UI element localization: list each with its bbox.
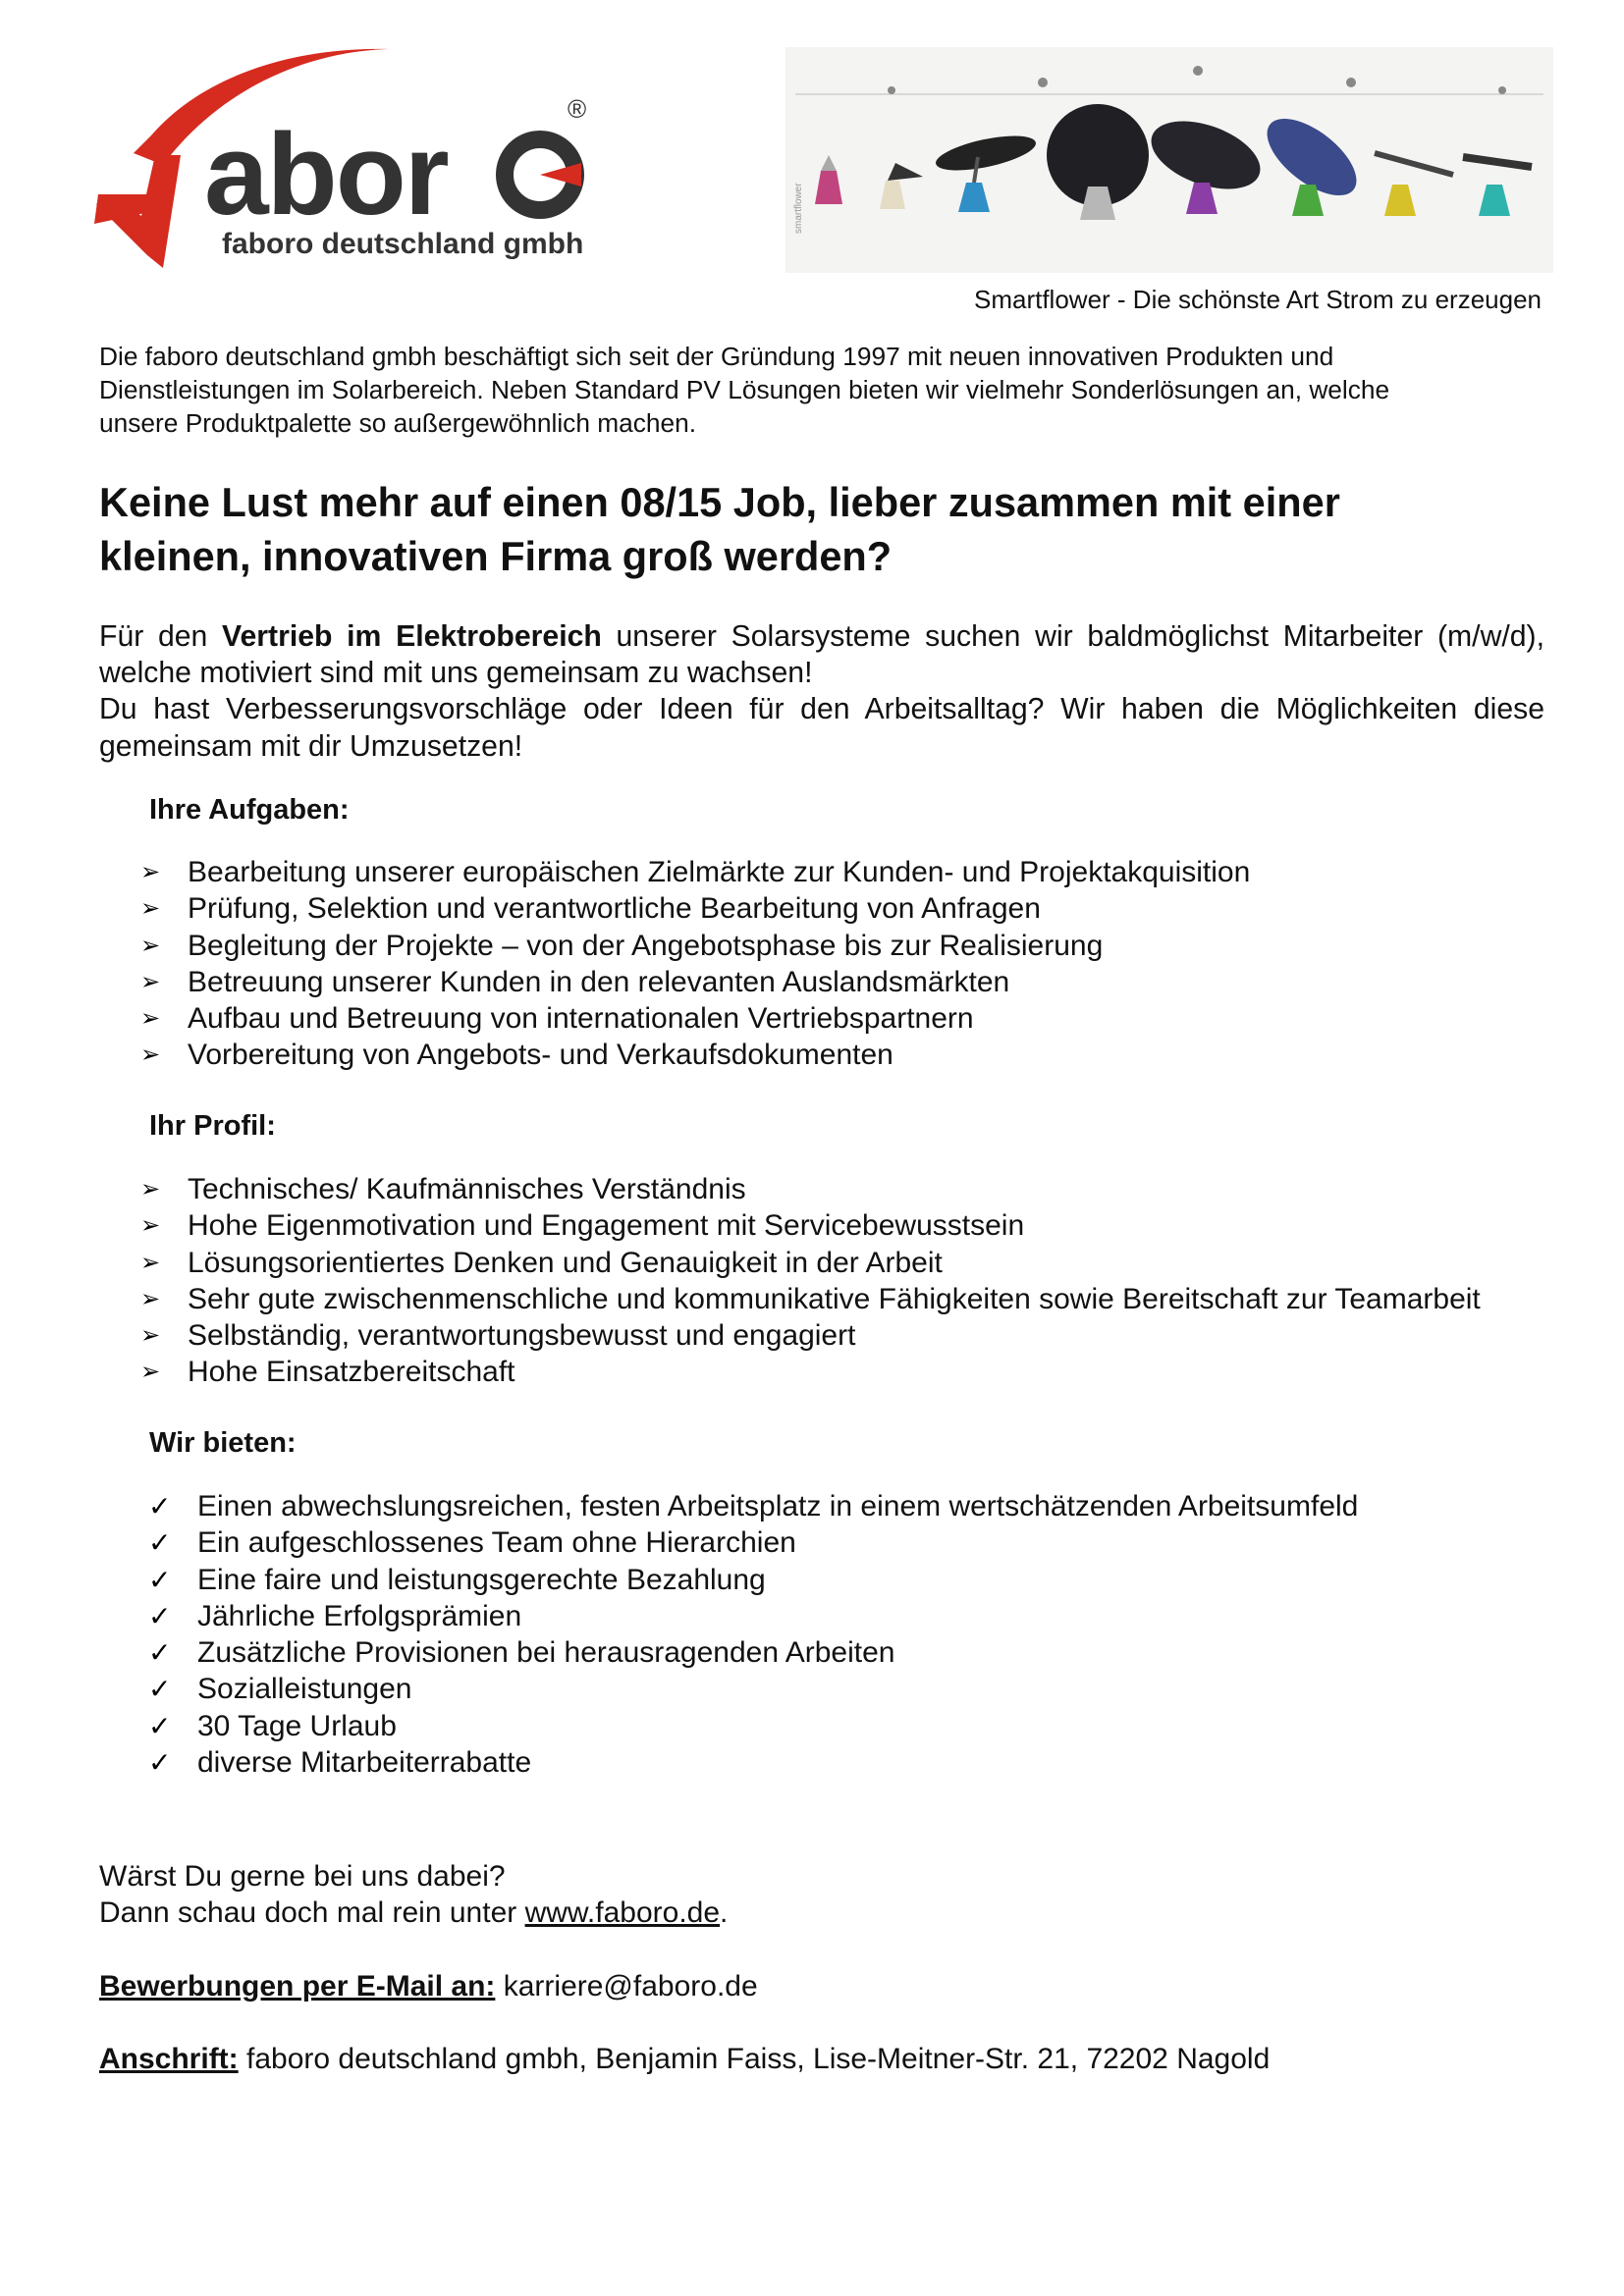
offer-role: Vertrieb im Elektrobereich xyxy=(222,620,602,653)
list-item: ✓ Einen abwechslungsreichen, festen Arbeitsplatz in einem wertschätzenden Arbeitsumfeld xyxy=(99,1488,1358,1524)
list-item: ➢ Lösungsorientiertes Denken und Genauigkeit in der Arbeit xyxy=(99,1245,1481,1281)
arrow-bullet-icon: ➢ xyxy=(140,859,161,885)
list-item: ➢ Begleitung der Projekte – von der Angebotsphase bis zur Realisierung xyxy=(99,928,1250,964)
arrow-bullet-icon: ➢ xyxy=(140,932,161,959)
headline-line: Keine Lust mehr auf einen 08/15 Job, lieber zusammen mit einer xyxy=(99,479,1340,525)
profile-heading: Ihr Profil: xyxy=(149,1110,276,1142)
apply-email[interactable]: karriere@faboro.de xyxy=(503,1970,758,2002)
arrow-bullet-icon: ➢ xyxy=(140,1249,161,1276)
list-item: ➢ Bearbeitung unserer europäischen Zielmärkte zur Kunden- und Projektakquisition xyxy=(99,854,1250,890)
checkmark-icon: ✓ xyxy=(148,1600,172,1631)
checkmark-icon: ✓ xyxy=(148,1491,172,1522)
job-headline xyxy=(99,475,1572,583)
list-item: ➢ Sehr gute zwischenmenschliche und kommunikative Fähigkeiten sowie Bereitschaft zur Teamarbeit xyxy=(99,1281,1481,1317)
list-item: ➢ Selbständig, verantwortungsbewusst und engagiert xyxy=(99,1317,1481,1354)
list-item: ✓ Eine faire und leistungsgerechte Bezahlung xyxy=(99,1562,1358,1598)
logo-o-red xyxy=(540,163,581,187)
checkmark-icon: ✓ xyxy=(148,1564,172,1595)
brand-subtitle: faboro deutschland gmbh xyxy=(222,228,584,260)
arrow-bullet-icon: ➢ xyxy=(140,1212,161,1240)
offer-line-3: Du hast Verbesserungsvorschläge oder Ideen für den Arbeitsalltag? Wir haben die Möglichkeiten diese xyxy=(99,693,1544,725)
arrow-bullet-icon: ➢ xyxy=(140,895,161,923)
arrow-bullet-icon: ➢ xyxy=(140,1005,161,1033)
logo-wordmark: abor xyxy=(204,110,448,240)
list-item: ➢ Vorbereitung von Angebots- und Verkaufsdokumenten xyxy=(99,1037,1250,1073)
arrow-bullet-icon: ➢ xyxy=(140,1285,161,1312)
arrow-bullet-icon: ➢ xyxy=(140,1359,161,1386)
company-intro xyxy=(99,340,1552,440)
checkmark-icon: ✓ xyxy=(148,1674,172,1705)
arrow-bullet-icon: ➢ xyxy=(140,1041,161,1069)
headline-line: kleinen, innovativen Firma groß werden? xyxy=(99,533,893,579)
arrow-bullet-icon: ➢ xyxy=(140,1176,161,1202)
list-item: ➢ Betreuung unserer Kunden in den relevanten Auslandsmärkten xyxy=(99,964,1250,1000)
list-item: ✓ 30 Tage Urlaub xyxy=(99,1708,1358,1744)
smartflower-product-image xyxy=(785,47,1553,273)
apply-label: Bewerbungen per E-Mail an: xyxy=(99,1970,496,2002)
apply-line xyxy=(99,1970,758,2003)
list-item: ➢ Aufbau und Betreuung von internationalen Vertriebspartnern xyxy=(99,1000,1250,1037)
checkmark-icon: ✓ xyxy=(148,1527,172,1559)
list-item: ✓ Sozialleistungen xyxy=(99,1671,1358,1707)
svg-text:smartflower: smartflower xyxy=(793,183,804,234)
benefits-heading: Wir bieten: xyxy=(149,1427,297,1459)
address-line xyxy=(99,2043,1270,2076)
offer-line-1: Für den Vertrieb im Elektrobereich unserer Solarsysteme suchen wir baldmöglichst Mitarbeiter (m/w/d), xyxy=(99,620,1544,653)
registered-mark: ® xyxy=(568,94,587,124)
tasks-list xyxy=(99,854,1250,1074)
checkmark-icon: ✓ xyxy=(148,1747,172,1779)
offer-line-2: welche motiviert sind mit uns gemeinsam zu wachsen! xyxy=(99,657,813,689)
list-item: ➢ Prüfung, Selektion und verantwortliche Bearbeitung von Anfragen xyxy=(99,890,1250,927)
checkmark-icon: ✓ xyxy=(148,1710,172,1741)
closing-visit: Dann schau doch mal rein unter www.faboro.de. xyxy=(99,1896,729,1929)
list-item: ➢ Hohe Eigenmotivation und Engagement mit Servicebewusstsein xyxy=(99,1207,1481,1244)
benefits-list xyxy=(99,1488,1358,1781)
address-value: faboro deutschland gmbh, Benjamin Faiss, Lise-Meitner-Str. 21, 72202 Nagold xyxy=(246,2043,1271,2075)
list-item: ✓ Zusätzliche Provisionen bei herausragenden Arbeiten xyxy=(99,1634,1358,1671)
checkmark-icon: ✓ xyxy=(148,1637,172,1669)
product-caption: Smartflower - Die schönste Art Strom zu erzeugen xyxy=(973,285,1542,314)
arrow-bullet-icon: ➢ xyxy=(140,1322,161,1350)
arrow-bullet-icon: ➢ xyxy=(140,968,161,995)
intro-line: Die faboro deutschland gmbh beschäftigt sich seit der Gründung 1997 mit neuen innovativen Produkten und xyxy=(99,342,1334,371)
list-item: ✓ Ein aufgeschlossenes Team ohne Hierarchien xyxy=(99,1524,1358,1561)
list-item: ➢ Technisches/ Kaufmännisches Verständnis xyxy=(99,1171,1481,1207)
profile-list xyxy=(99,1171,1481,1391)
intro-line: unsere Produktpalette so außergewöhnlich machen. xyxy=(99,408,697,438)
tasks-heading: Ihre Aufgaben: xyxy=(149,794,350,826)
website-link[interactable]: www.faboro.de xyxy=(524,1896,721,1929)
address-label: Anschrift: xyxy=(99,2043,239,2075)
offer-line-4: gemeinsam mit dir Umzusetzen! xyxy=(99,730,523,763)
list-item: ➢ Hohe Einsatzbereitschaft xyxy=(99,1354,1481,1390)
intro-line: Dienstleistungen im Solarbereich. Neben Standard PV Lösungen bieten wir vielmehr Sonderlösungen an, welche xyxy=(99,375,1390,404)
list-item: ✓ Jährliche Erfolgsprämien xyxy=(99,1598,1358,1634)
closing-question: Wärst Du gerne bei uns dabei? xyxy=(99,1860,506,1893)
list-item: ✓ diverse Mitarbeiterrabatte xyxy=(99,1744,1358,1781)
